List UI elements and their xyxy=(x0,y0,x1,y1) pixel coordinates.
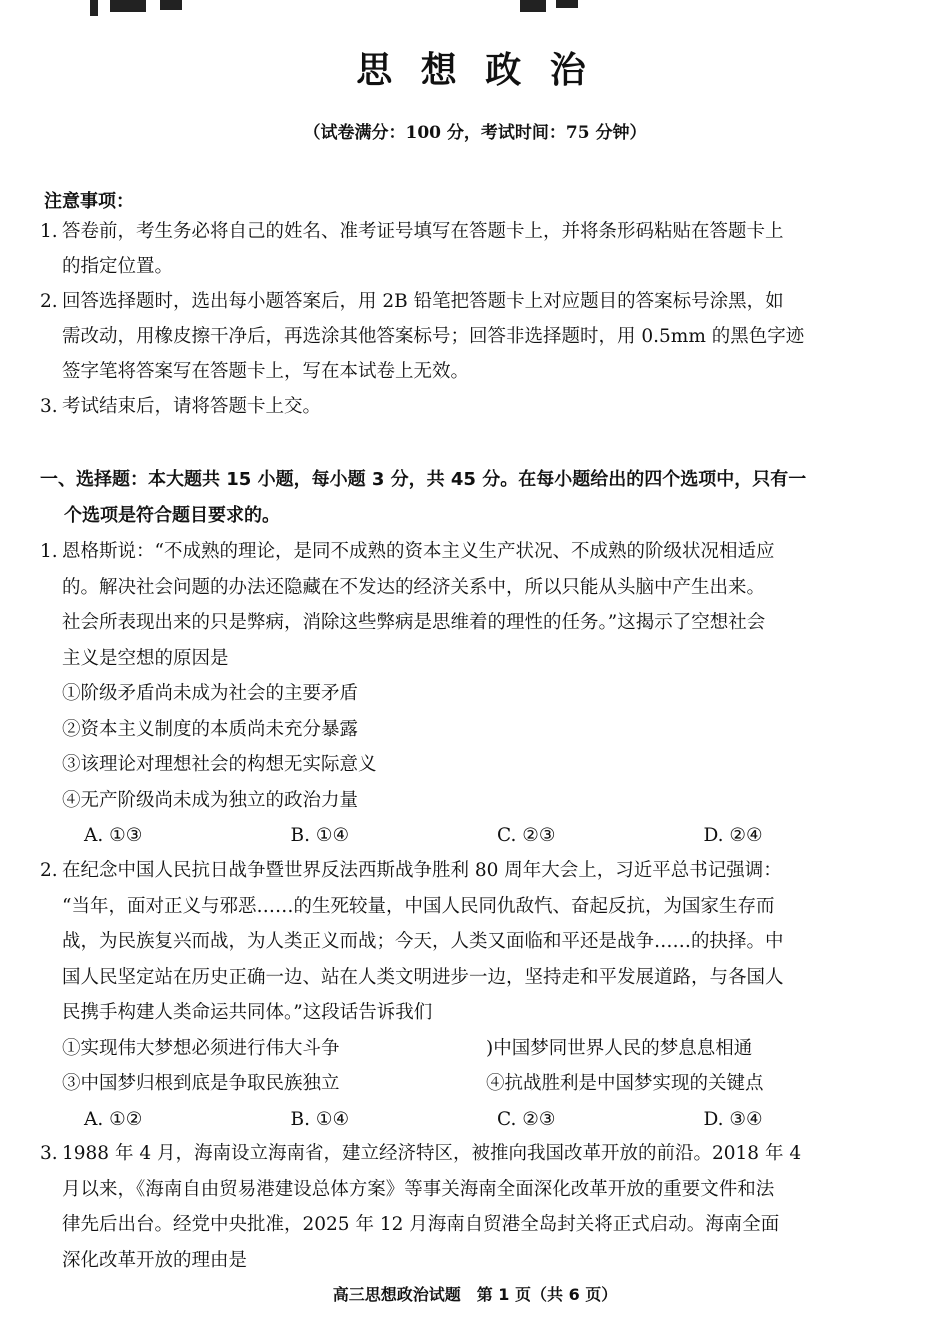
statement-option: ③中国梦归根到底是争取民族独立 xyxy=(62,1073,340,1094)
notice-item xyxy=(40,389,910,424)
page-title: 思 想 政 治 xyxy=(356,50,594,91)
notice-text-cont: 需改动，用橡皮擦干净后，再选涂其他答案标号；回答非选择题时，用 0.5mm 的黑色字迹 xyxy=(62,326,805,347)
notice-text: 回答选择题时，选出每小题答案后，用 2B 铅笔把答题卡上对应题目的答案标号涂黑，如 xyxy=(62,291,784,312)
statement-option: )中国梦同世界人民的梦息息相通 xyxy=(486,1037,753,1059)
notice-num: 3. xyxy=(40,396,58,417)
choice-d: D. ③④ xyxy=(703,1108,763,1130)
notice-text: 答卷前，考生务必将自己的姓名、准考证号填写在答题卡上，并将条形码粘贴在答题卡上 xyxy=(62,221,784,242)
header-mark xyxy=(520,0,546,12)
section-heading-line: 个选项是符合题目要求的。 xyxy=(64,505,280,526)
answer-choices xyxy=(40,818,910,854)
question-stem-line: 月以来，《海南自由贸易港建设总体方案》等事关海南全面深化改革开放的重要文件和法 xyxy=(62,1178,775,1200)
statement-option: ④无产阶级尚未成为独立的政治力量 xyxy=(62,789,359,811)
choice-b: B. ①④ xyxy=(290,1108,350,1130)
question-number: 1. xyxy=(40,541,58,562)
section-heading-line: 一、选择题：本大题共 15 小题，每小题 3 分，共 45 分。在每小题给出的四个选项中，只有一 xyxy=(40,469,807,490)
notice-heading: 注意事项： xyxy=(44,191,134,212)
notice-item xyxy=(40,284,910,319)
choice-b: B. ①④ xyxy=(290,825,350,846)
section-heading xyxy=(40,462,910,534)
choice-a: A. ①② xyxy=(84,1108,143,1130)
question-stem-line: 在纪念中国人民抗日战争暨世界反法西斯战争胜利 80 周年大会上，习近平总书记强调： xyxy=(62,860,782,881)
question-stem-line: 社会所表现出来的只是弊病，消除这些弊病是思维着的理性的任务。”这揭示了空想社会 xyxy=(62,612,766,633)
question-stem-line: 律先后出台。经党中央批准，2025 年 12 月海南自贸港全岛封关将正式启动。海南全面 xyxy=(62,1214,780,1235)
header-mark xyxy=(90,0,98,16)
choice-c: C. ②③ xyxy=(497,825,556,846)
page-footer: 高三思想政治试题 第 1 页（共 6 页） xyxy=(332,1285,618,1304)
header-mark xyxy=(110,0,146,12)
notice-item xyxy=(40,214,910,249)
header-mark xyxy=(160,0,182,10)
question-stem-line: 的。解决社会问题的办法还隐藏在不发达的经济关系中，所以只能从头脑中产生出来。 xyxy=(62,576,766,598)
question-number: 2. xyxy=(40,860,58,881)
answer-choices xyxy=(40,1102,910,1138)
statement-option: ①阶级矛盾尚未成为社会的主要矛盾 xyxy=(62,683,359,704)
exam-info: （试卷满分：100 分，考试时间：75 分钟） xyxy=(303,123,647,143)
question-stem-line: “当年，面对正义与邪恶……的生死较量，中国人民同仇敌忾、奋起反抗，为国家生存而 xyxy=(62,895,775,917)
question-stem-line: 恩格斯说：“不成熟的理论，是同不成熟的资本主义生产状况、不成熟的阶级状况相适应 xyxy=(62,541,775,562)
question-stem-line: 1988 年 4 月，海南设立海南省，建立经济特区，被推向我国改革开放的前沿。2018 年 4 xyxy=(62,1143,802,1164)
statement-option: ③该理论对理想社会的构想无实际意义 xyxy=(62,754,377,775)
question-number: 3. xyxy=(40,1143,58,1164)
question-1 xyxy=(40,534,910,854)
notice-text: 考试结束后，请将答题卡上交。 xyxy=(62,396,322,417)
notice-num: 1. xyxy=(40,221,58,242)
cropped-header-marks xyxy=(0,0,950,22)
question-stem-line: 国人民坚定站在历史正确一边、站在人类文明进步一边，坚持走和平发展道路，与各国人 xyxy=(62,966,784,988)
notice-num: 2. xyxy=(40,291,58,312)
question-stem-line: 民携手构建人类命运共同体。”这段话告诉我们 xyxy=(62,1002,433,1023)
choice-a: A. ①③ xyxy=(84,825,143,846)
statement-options-row xyxy=(40,1031,910,1067)
question-3 xyxy=(40,1136,910,1278)
notice-text-cont: 的指定位置。 xyxy=(62,256,174,277)
question-2 xyxy=(40,853,910,1137)
statement-options-row xyxy=(40,1066,910,1102)
notice-list xyxy=(40,214,910,424)
header-mark xyxy=(556,0,578,8)
statement-option: ④抗战胜利是中国梦实现的关键点 xyxy=(486,1073,764,1094)
statement-option: ②资本主义制度的本质尚未充分暴露 xyxy=(62,718,359,740)
choice-d: D. ②④ xyxy=(703,825,763,846)
question-stem-line: 战，为民族复兴而战，为人类正义而战；今天，人类又面临和平还是战争……的抉择。中 xyxy=(62,931,784,952)
notice-text-cont: 签字笔将答案写在答题卡上，写在本试卷上无效。 xyxy=(62,361,470,382)
question-stem-line: 主义是空想的原因是 xyxy=(62,647,229,669)
question-stem-line: 深化改革开放的理由是 xyxy=(62,1249,248,1271)
choice-c: C. ②③ xyxy=(497,1108,556,1130)
statement-option: ①实现伟大梦想必须进行伟大斗争 xyxy=(62,1037,340,1059)
